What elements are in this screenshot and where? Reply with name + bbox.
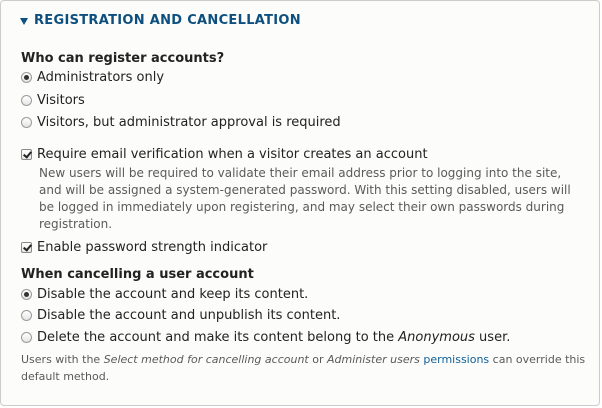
radio-option-disable-keep[interactable]: [21, 287, 308, 302]
radio-button[interactable]: [21, 289, 32, 300]
radio-label: Disable the account and unpublish its content.: [37, 308, 341, 323]
radio-option-visitors-approval[interactable]: [21, 115, 341, 130]
radio-button[interactable]: [21, 95, 32, 106]
radio-option-disable-unpublish[interactable]: [21, 308, 340, 323]
email-verification-checkbox[interactable]: [21, 147, 428, 162]
fieldset-title: REGISTRATION AND CANCELLATION: [34, 13, 301, 28]
permissions-link[interactable]: permissions: [423, 353, 490, 366]
radio-label: Delete the account and make its content belong to the Anonymous user.: [37, 330, 511, 345]
radio-label: Visitors: [37, 93, 85, 108]
fieldset-legend: [1, 1, 599, 41]
checkbox[interactable]: [21, 242, 32, 253]
radio-button[interactable]: [21, 310, 32, 321]
radio-label: Administrators only: [37, 70, 165, 85]
register-heading: Who can register accounts?: [21, 51, 225, 66]
checkbox[interactable]: [21, 149, 32, 160]
radio-button[interactable]: [21, 72, 32, 83]
cancel-method-description: Users with the Select method for cancelling account or Administer users permissions can override this default method.: [21, 353, 586, 383]
radio-button[interactable]: [21, 332, 32, 343]
fieldset-toggle[interactable]: [20, 13, 301, 28]
checkbox-label: Enable password strength indicator: [37, 240, 268, 255]
radio-option-delete-anonymous[interactable]: [21, 330, 510, 345]
email-verification-description: New users will be required to validate their email address prior to logging into the site, and will be assigned a system-generated password. With this setting disabled, users will be logged in immediately upon registering, and may select their own passwords during registration.: [39, 166, 571, 231]
cancel-heading: When cancelling a user account: [21, 267, 254, 282]
anonymous-text: Anonymous: [398, 330, 475, 345]
checkbox-label: Require email verification when a visitor creates an account: [37, 147, 428, 162]
radio-option-administrators-only[interactable]: [21, 70, 164, 85]
radio-button[interactable]: [21, 117, 32, 128]
collapse-triangle-icon: [20, 18, 28, 25]
radio-option-visitors[interactable]: [21, 93, 85, 108]
password-strength-checkbox[interactable]: [21, 240, 267, 255]
radio-label: Visitors, but administrator approval is required: [37, 115, 341, 130]
radio-label: Disable the account and keep its content.: [37, 287, 309, 302]
